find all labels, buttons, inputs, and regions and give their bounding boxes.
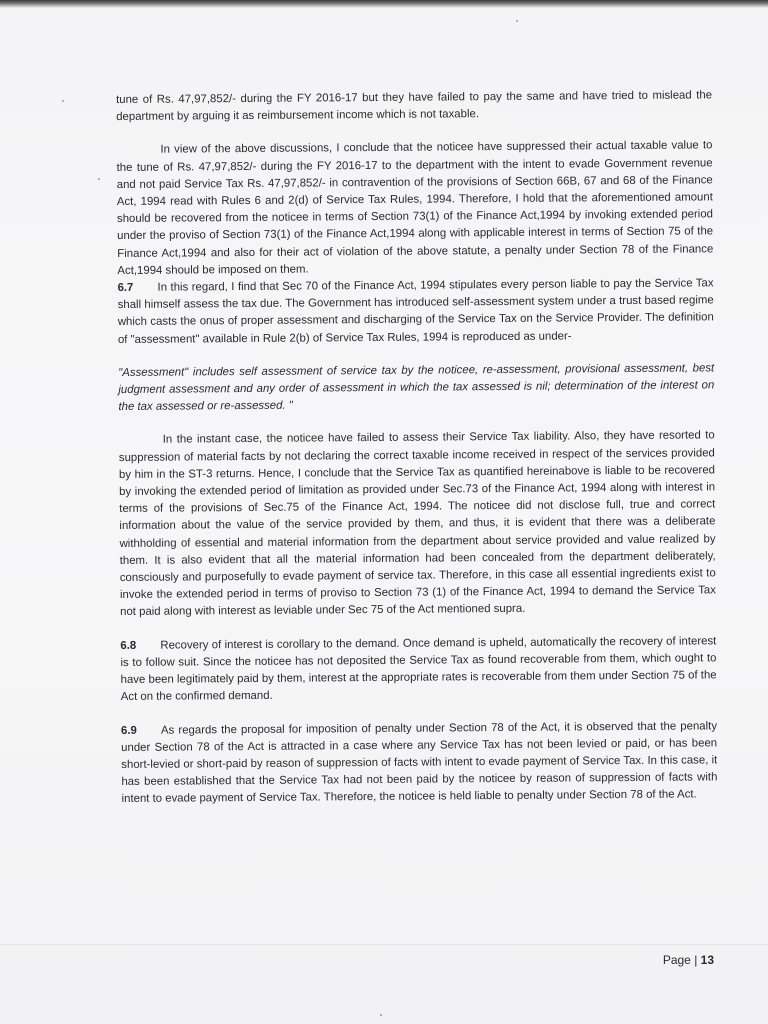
section-text: As regards the proposal for imposition of penalty under Section 78 of the Act, it is observed that the penalty under Section 78 of the Act is attracted in a case where any Service Tax has not been levied or paid, or has been short-levied or short-paid by reason of suppression of facts with intent to evade payment of Service Tax. In this case, it has been established that the Service Tax had not been paid by the noticee by reason of suppression of facts with intent to evade payment of Service Tax. Therefore, the noticee is held liable to penalty under Section 78 of the Act.: [121, 719, 718, 806]
scan-top-edge: [0, 0, 768, 8]
document-body: [116, 87, 718, 808]
section-6-7: [117, 275, 714, 348]
scan-speck: [380, 1014, 382, 1016]
scan-speck: [98, 178, 100, 180]
footer-rule: [0, 944, 768, 945]
section-number: 6.9: [120, 724, 137, 737]
section-6-8: [120, 633, 717, 706]
assessment-definition-quote: "Assessment" includes self assessment of service tax by the noticee, re-assessment, provisional assessment, best judgment assessment and any order of assessment in which the tax assessed is nil; determination of the interest on the tax assessed or re-assessed. ": [118, 362, 715, 414]
paragraph-instant-case: In the instant case, the noticee have failed to assess their Service Tax liability. Also, they have resorted to suppression of material facts by not declaring the correct taxable income received in respect of the services provided by him in the ST-3 returns. Hence, I conclude that the Service Tax as quantified hereinabove is liable to be recovered by invoking the extended period of limitation as provided under Sec.73 of the Finance Act, 1994 along with interest in terms of the provisions of Sec.75 of the Finance Act, 1994. The noticee did not disclose full, true and correct information about the value of the service provided by them, and thus, it is evident that there was a deliberate withholding of essential and material information from the department about service provided and value realized by them. It is also evident that all the material information had been concealed from the department deliberately, consciously and purposefully to evade payment of service tax. Therefore, in this case all essential ingredients exist to invoke the extended period in terms of proviso to Section 73 (1) of the Finance Act, 1994 to demand the Service Tax not paid along with interest as leviable under Sec 75 of the Act mentioned supra.: [118, 429, 716, 619]
scan-speck: [516, 20, 518, 22]
scan-speck: [62, 100, 64, 102]
page-number-value: 13: [700, 953, 714, 967]
page-number: [663, 953, 714, 967]
paragraph-conclusion: In view of the above discussions, I conclude that the noticee have suppressed their actual taxable value to the tune of Rs. 47,97,852/- during the FY 2016-17 to the department with the intent to evade Government revenue and not paid Service Tax Rs. 47,97,852/- in contravention of the provisions of Section 66B, 67 and 68 of the Finance Act, 1994 read with Rules 6 and 2(d) of Service Tax Rules, 1994. Therefore, I hold that the aforementioned amount should be recovered from the noticee in terms of Section 73(1) of the Finance Act,1994 by invoking extended period under the proviso of Section 73(1) of the Finance Act,1994 along with applicable interest in terms of Section 75 of the Finance Act,1994 and also for their act of violation of the above statute, a penalty under Section 78 of the Finance Act,1994 should be imposed on them.: [116, 139, 714, 277]
paragraph-continuation: tune of Rs. 47,97,852/- during the FY 2016-17 but they have failed to pay the same and have tried to mislead the department by arguing it as reimbursement income which is not taxable.: [116, 89, 713, 124]
section-text: In this regard, I find that Sec 70 of the Finance Act, 1994 stipulates every person liable to pay the Service Tax shall himself assess the tax due. The Government has introduced self-assessment system under a trust based regime which casts the onus of proper assessment and discharging of the Service Tax on the Service Provider. The definition of "assessment" available in Rule 2(b) of Service Tax Rules, 1994 is reproduced as under-: [117, 277, 714, 346]
page-label: Page |: [662, 953, 701, 967]
section-6-9: [121, 718, 718, 809]
section-number: 6.8: [120, 639, 137, 652]
section-number: 6.7: [117, 281, 134, 295]
section-text: Recovery of interest is corollary to the demand. Once demand is upheld, automatically the recovery of interest is to follow suit. Since the noticee has not deposited the Service Tax as found recoverable from them, which ought to have been legitimately paid by them, interest at the appropriate rates is recoverable from them under Section 75 of the Act on the confirmed demand.: [120, 634, 717, 704]
